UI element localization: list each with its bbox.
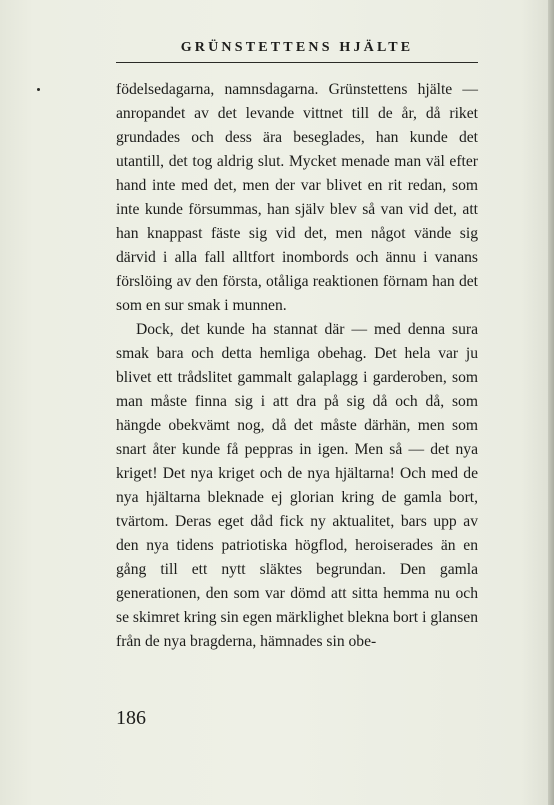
speck-mark: [37, 88, 40, 91]
page-number: 186: [116, 707, 146, 729]
paragraph-1: födelsedagarna, namnsdagarna. Grünstettens hjälte — anropandet av det levande vittnet till de år, då riket grundades och dess ära beseglades, han kunde det utantill, det tog aldrig slut. Mycket menade man väl efter hand inte med det, men der var blivet en rit redan, som inte kunde försummas, han själv blev så van vid det, att han knappast fäste sig vid det, men något vände sig därvid i alla fall alltfort inombords och ännu i vanans förslöing av den första, otåliga reaktionen förnam han det som en sur smak i munnen.: [116, 81, 478, 314]
body-text: [116, 78, 478, 654]
page-edge-shadow: [548, 0, 554, 805]
running-header: GRÜNSTETTENS HJÄLTE: [180, 40, 414, 55]
header-rule: [116, 62, 478, 63]
paragraph-2: Dock, det kunde ha stannat där — med denna sura smak bara och detta hemliga obehag. Det hela var ju blivet ett trådslitet gammalt galaplagg i garderoben, som man måste finna sig i att dra på sig då och då, som hängde obekvämt nog, då det måste därhän, men som snart åter kunde få peppras in igen. Men så — det nya kriget! Det nya kriget och de nya hjältarna! Och med de nya hjältarna bleknade ej glorian kring de gamla bort, tvärtom. Deras eget dåd fick ny aktualitet, bars upp av den nya tidens patriotiska högflod, heroiserades än en gång till ett nytt släktes begrundan. Den gamla generationen, den som var dömd att sitta hemma nu och se skimret kring sin egen märklighet blekna bort i glansen från de nya bragderna, hämnades sin obe-: [116, 321, 478, 650]
